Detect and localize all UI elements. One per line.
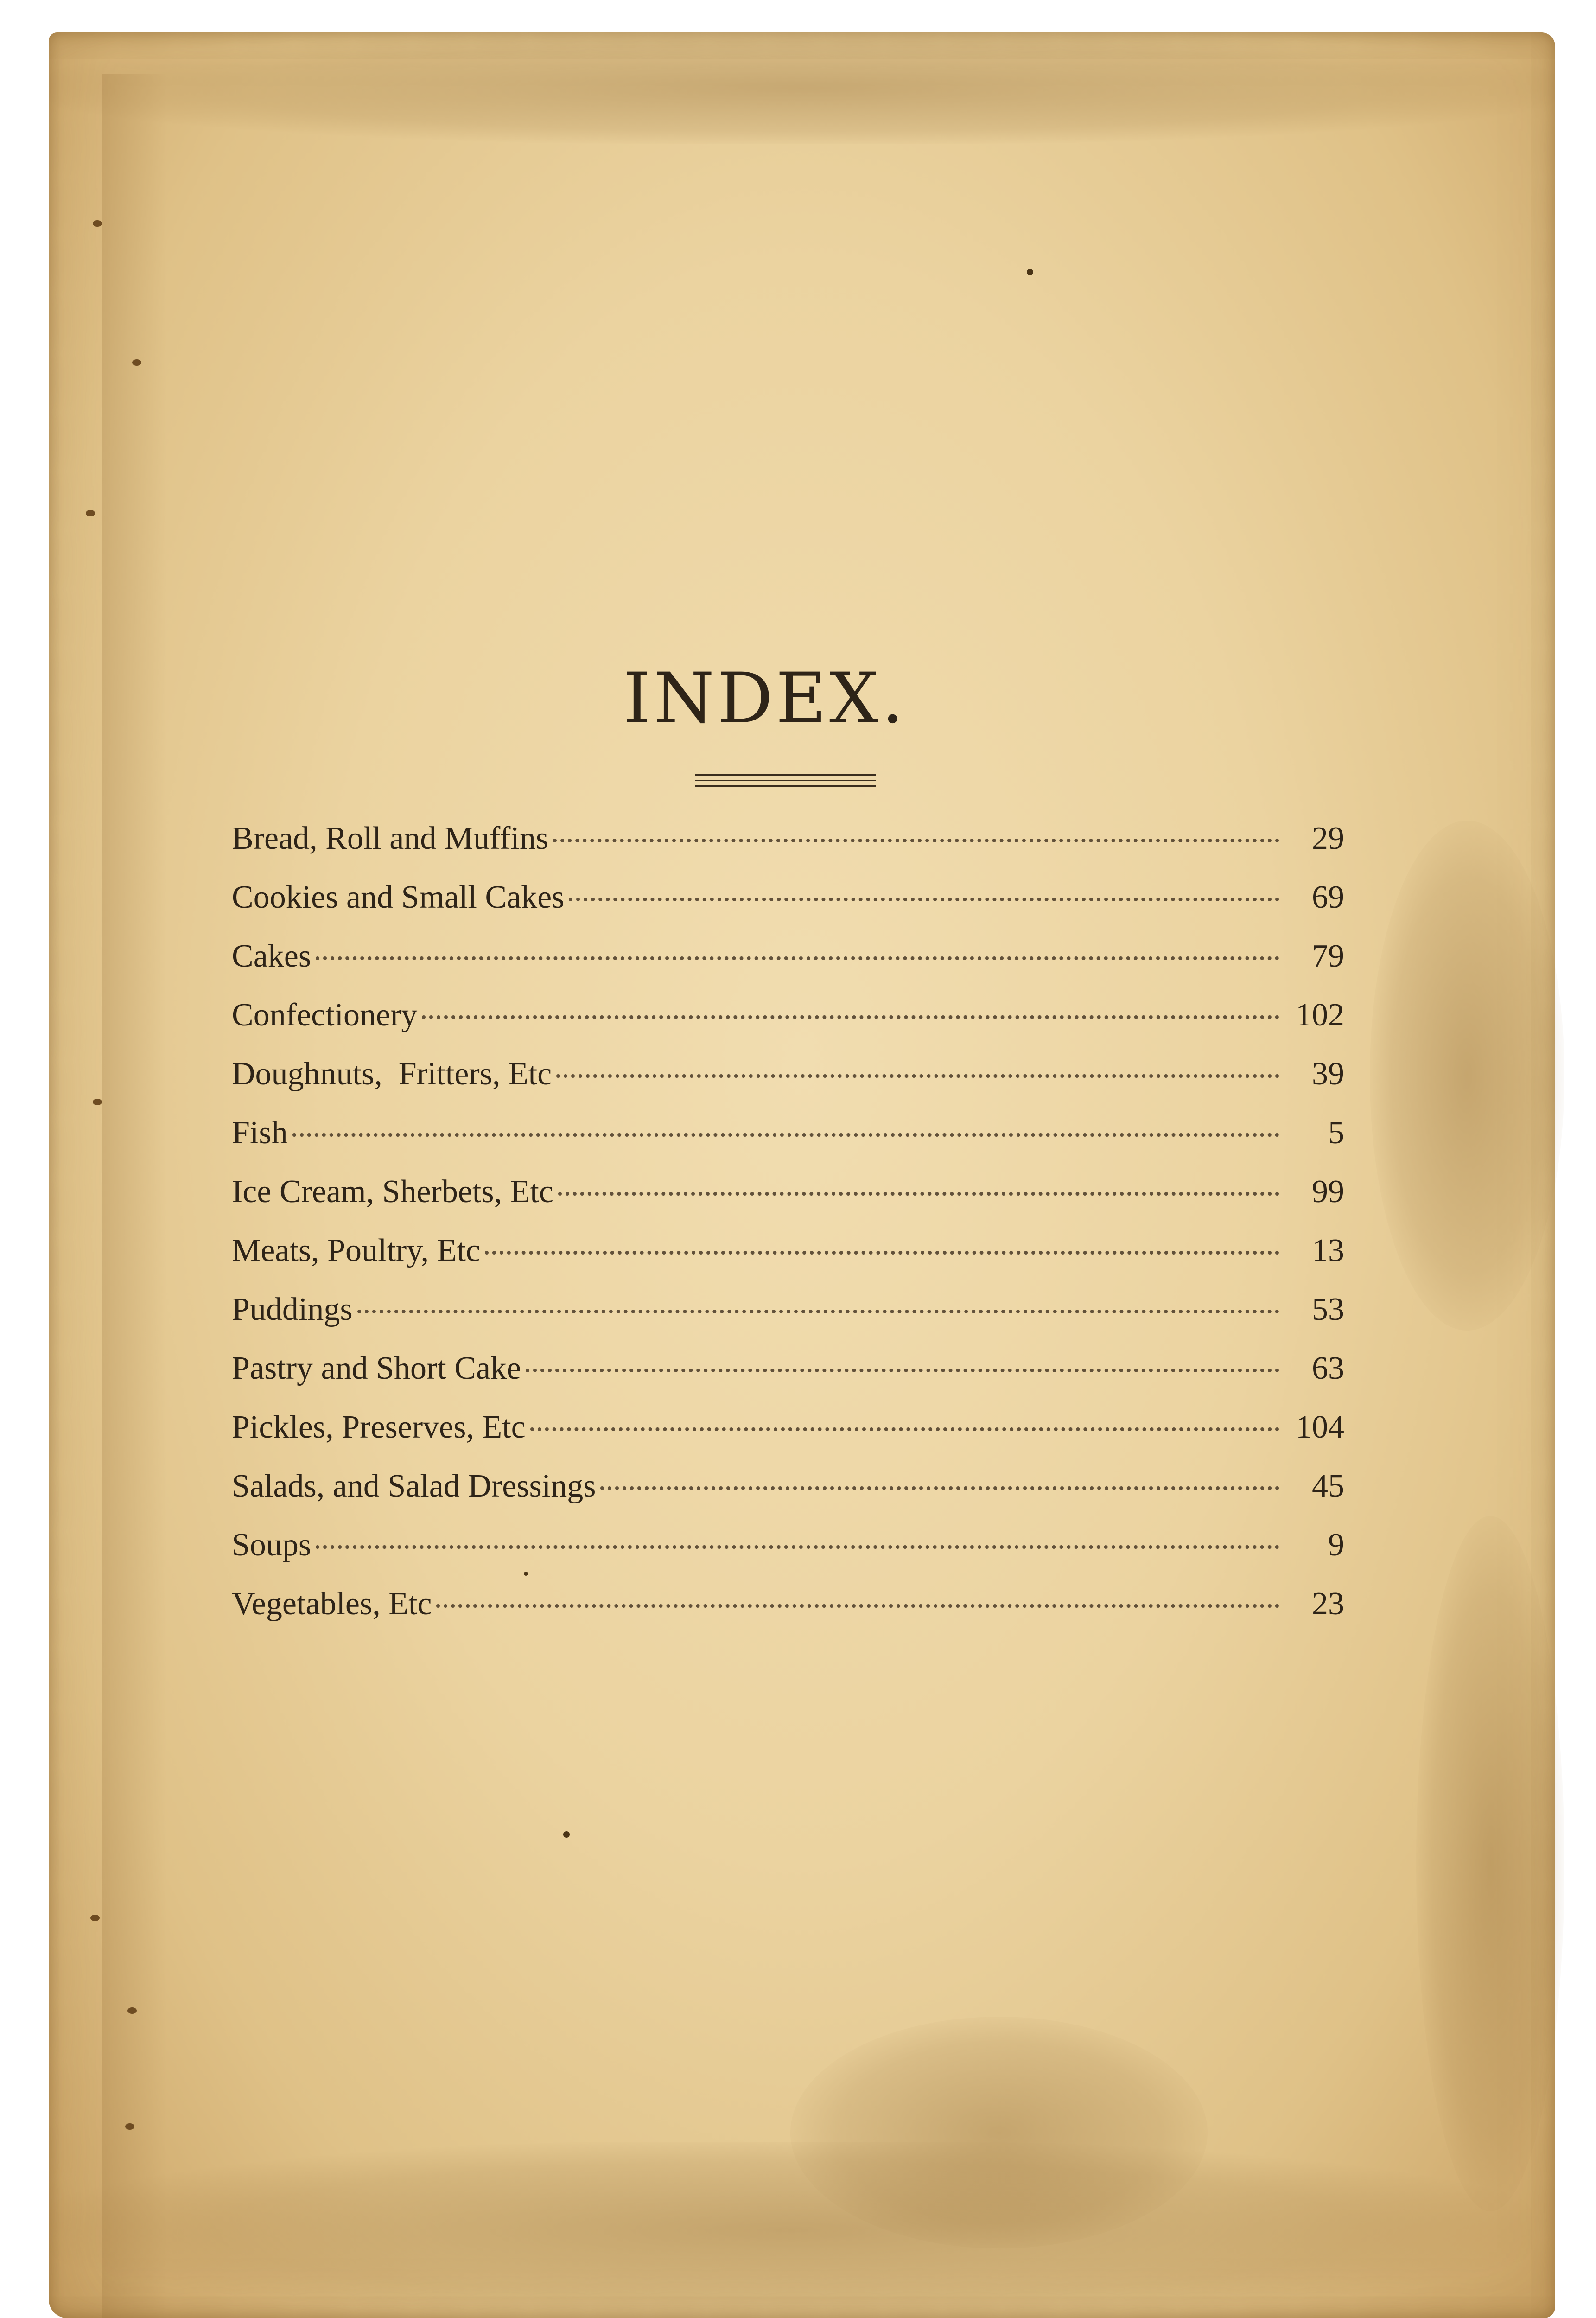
entry-label: Ice Cream, Sherbets, Etc (232, 1174, 553, 1210)
ink-speck (1027, 269, 1033, 275)
entry-label: Soups (232, 1527, 312, 1563)
entry-page-number: 99 (1312, 1174, 1344, 1210)
list-item (232, 1103, 1344, 1162)
entry-label: Cookies and Small Cakes (232, 879, 565, 915)
entry-label: Pickles, Preserves, Etc (232, 1409, 526, 1445)
entry-label: Salads, and Salad Dressings (232, 1468, 596, 1504)
edge-discoloration (49, 2142, 1532, 2318)
list-item (232, 868, 1344, 927)
dot-leader (553, 839, 1279, 842)
entry-page-number: 29 (1312, 821, 1344, 856)
list-item (232, 1044, 1344, 1103)
entry-label: Meats, Poultry, Etc (232, 1233, 480, 1268)
entry-label: Cakes (232, 938, 312, 974)
dot-leader (485, 1251, 1279, 1255)
edge-discoloration (49, 32, 1555, 144)
dot-leader (316, 956, 1279, 960)
dot-leader (530, 1427, 1279, 1431)
dot-leader (569, 898, 1279, 901)
list-item (232, 809, 1344, 868)
list-item (232, 986, 1344, 1044)
binding-hole (132, 359, 141, 366)
dot-leader (316, 1545, 1279, 1549)
water-stain (1416, 1516, 1564, 2211)
list-item (232, 1221, 1344, 1280)
entry-page-number: 45 (1312, 1468, 1344, 1504)
list-item (232, 1457, 1344, 1516)
binding-edge (102, 74, 167, 2318)
entry-label: Confectionery (232, 997, 418, 1033)
entry-page-number: 104 (1296, 1409, 1344, 1445)
entry-page-number: 9 (1328, 1527, 1344, 1563)
entry-label: Vegetables, Etc (232, 1586, 432, 1622)
list-item (232, 1339, 1344, 1398)
entry-page-number: 13 (1312, 1233, 1344, 1268)
dot-leader (526, 1369, 1279, 1372)
water-stain (1370, 821, 1564, 1331)
binding-hole (86, 510, 95, 516)
dot-leader (558, 1192, 1279, 1196)
page-title: INDEX. (623, 658, 907, 739)
entry-page-number: 23 (1312, 1586, 1344, 1622)
dot-leader (357, 1310, 1279, 1313)
index-list (232, 809, 1344, 1633)
dot-leader (600, 1486, 1279, 1490)
dot-leader (292, 1133, 1279, 1137)
list-item (232, 1162, 1344, 1221)
binding-hole (127, 2007, 137, 2014)
dot-leader (436, 1604, 1279, 1608)
dot-leader (422, 1015, 1279, 1019)
binding-hole (125, 2123, 134, 2130)
title-double-rule (695, 774, 876, 790)
entry-label: Fish (232, 1115, 288, 1151)
entry-label: Bread, Roll and Muffins (232, 821, 549, 856)
list-item (232, 1574, 1344, 1633)
entry-page-number: 53 (1312, 1292, 1344, 1327)
entry-page-number: 79 (1312, 938, 1344, 974)
entry-page-number: 63 (1312, 1350, 1344, 1386)
binding-hole (93, 220, 102, 227)
dot-leader (556, 1074, 1279, 1078)
list-item (232, 1280, 1344, 1339)
entry-page-number: 5 (1328, 1115, 1344, 1151)
list-item (232, 927, 1344, 986)
binding-hole (90, 1915, 100, 1921)
binding-hole (93, 1099, 102, 1105)
entry-label: Puddings (232, 1292, 353, 1327)
entry-label: Pastry and Short Cake (232, 1350, 521, 1386)
entry-label: Doughnuts, Fritters, Etc (232, 1056, 552, 1092)
list-item (232, 1398, 1344, 1457)
entry-page-number: 39 (1312, 1056, 1344, 1092)
entry-page-number: 102 (1296, 997, 1344, 1033)
list-item (232, 1516, 1344, 1574)
entry-page-number: 69 (1312, 879, 1344, 915)
ink-speck (563, 1831, 570, 1838)
